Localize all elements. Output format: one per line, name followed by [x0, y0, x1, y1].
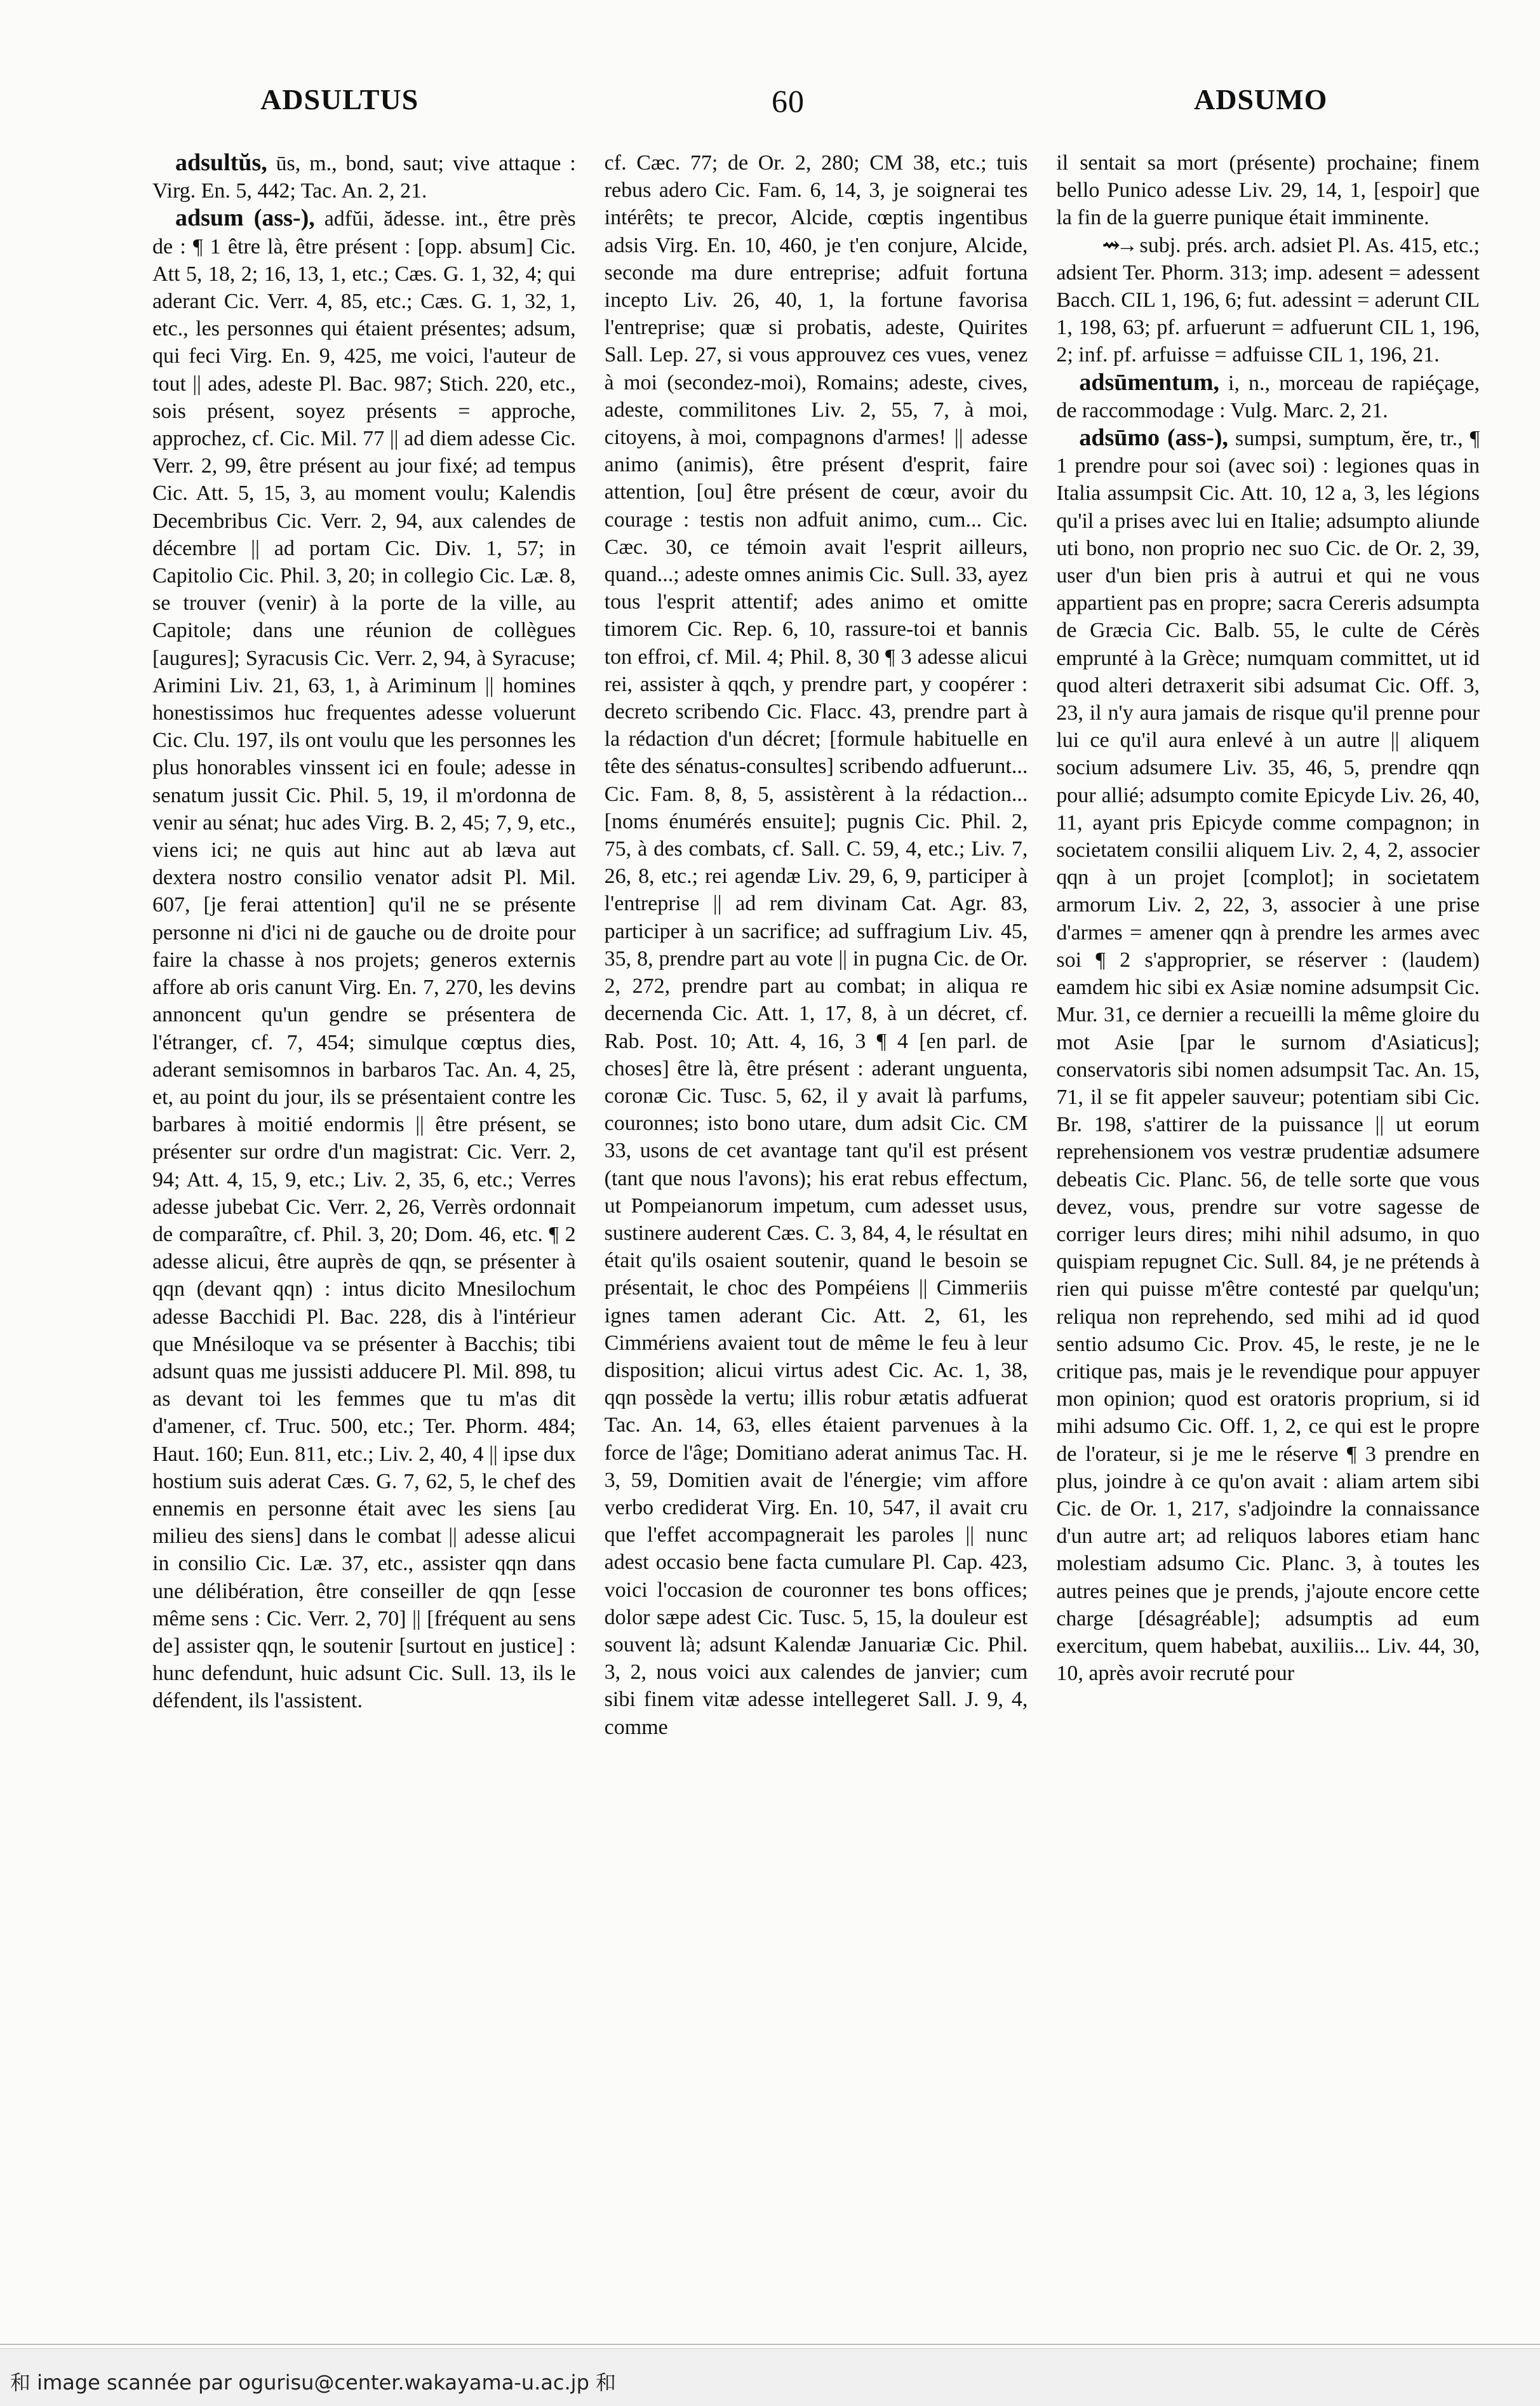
column-3: [1056, 149, 1480, 2309]
entry-adsum-continued: [605, 149, 1028, 1741]
page-header: [0, 83, 1540, 140]
entry-headword: adsum (ass-),: [175, 205, 315, 232]
entry-adsum-forms: [1056, 232, 1480, 369]
entry-text: i, n., morceau de rapiéçage, de raccommodage : Vulg. Marc. 2, 21.: [1056, 371, 1480, 422]
entry-adsum: [152, 205, 576, 1714]
column-2: [605, 149, 1028, 2309]
entry-text: il sentait sa mort (présente) prochaine; finem bello Punico adesse Liv. 29, 14, 1, [espoir] que la fin de la guerre punique était imminente.: [1056, 151, 1480, 230]
running-head-right: ADSUMO: [1194, 83, 1328, 116]
entry-adsum-end: [1056, 149, 1480, 232]
entry-text: sumpsi, sumptum, ĕre, tr., ¶ 1 prendre pour soi (avec soi) : legiones quas in Italia assumpsit Cic. Att. 10, 12 a, 3, les légions qu'il a prises avec lui en Italie; adsumpto aliunde uti bono, non proprio nec suo Cic. de Or. 2, 39, user d'un bien pris à autrui et qui ne vous appartient pas en propre; sacra Cereris adsumpta de Græcia Cic. Balb. 55, le culte de Cérès emprunté à la Grèce; numquam committet, ut id quod alteri detraxerit sibi adsumat Cic. Off. 3, 23, il n'y aura jamais de risque qu'il prenne pour lui ce qu'il aura enlevé à un autre || aliquem socium adsumere Liv. 35, 46, 5, prendre qqn pour allié; adsumpto comite Epicyde Liv. 26, 40, 11, ayant pris Epicyde comme compagnon; in societatem consilii aliquem Liv. 2, 4, 2, associer qqn à un projet [complot]; in societatem armorum Liv. 2, 22, 3, associer à une prise d'armes = amener qqn à prendre les armes avec soi ¶ 2 s'approprier, se réserver : (laudem) eamdem hic sibi ex Asiæ nomine adsumpsit Cic. Mur. 31, ce dernier a recueilli la même gloire du mot Asie [par le surnom d'Asiaticus]; conservatoris sibi nomen adsumpsit Tac. An. 15, 71, il se fit appeler sauveur; potentiam sibi Cic. Br. 198, s'attirer de la puissance || ut eorum reprehensionem vos vestræ prudentiæ adsumere debeatis Cic. Planc. 56, de telle sorte que vous devez, vous, prendre sur votre sagesse de corriger leurs dires; mihi nihil adsumo, in quo quispiam repugnet Cic. Sull. 84, je ne prétends à rien qui puisse m'être contesté par quelqu'un; reliqua non reprehendo, sed mihi ad id quod sentio adsumo Cic. Prov. 45, le reste, je ne le critique pas, mais je le revendique pour appuyer mon opinion; quod est oratoris proprium, si id mihi adsumo Cic. Off. 1, 2, ce qui est le propre de l'orateur, si je me le réserve ¶ 3 prendre en plus, joindre à ce qu'on avait : aliam artem sibi Cic. de Or. 1, 217, s'adjoindre la connaissance d'un autre art; ad reliquos labores etiam hanc molestiam adsumo Cic. Planc. 3, à toutes les autres peines que je prends, j'ajoute encore cette charge [désagréable]; adsumptis ad eum exercitum, quem habebat, auxiliis... Liv. 44, 30, 10, après avoir recruté pour: [1056, 427, 1480, 1686]
entry-adsumentum: [1056, 369, 1480, 424]
footer-divider: [0, 2344, 1540, 2345]
entry-headword: adsūmo (ass-),: [1079, 424, 1229, 452]
entry-text: subj. prés. arch. adsiet Pl. As. 415, etc.; adsient Ter. Phorm. 313; imp. adesent = adessent Bacch. CIL 1, 196, 6; fut. adessint = aderunt CIL 1, 198, 63; pf. arfuerunt = adfuerunt CIL 1, 196, 2; inf. pf. arfuisse = adfuisse CIL 1, 196, 21.: [1056, 233, 1480, 367]
entry-text: ūs, m., bond, saut; vive attaque : Virg. En. 5, 442; Tac. An. 2, 21.: [152, 152, 576, 203]
arrow-icon: ⇝→: [1102, 233, 1134, 257]
entry-adsumo: [1056, 424, 1480, 1687]
entry-adsultus: [152, 149, 576, 205]
dictionary-columns: [152, 149, 1480, 2309]
entry-headword: adsūmentum,: [1079, 368, 1219, 396]
entry-headword: adsultŭs,: [175, 149, 267, 176]
entry-text: cf. Cæc. 77; de Or. 2, 280; CM 38, etc.; tuis rebus adero Cic. Fam. 6, 14, 3, je soignerai tes intérêts; te precor, Alcide, cœptis ingentibus adsis Virg. En. 10, 460, je t'en conjure, Alcide, seconde ma dure entreprise; adfuit fortuna incepto Liv. 26, 40, 1, la fortune favorisa l'entreprise; quæ si probatis, adeste, Quirites Sall. Lep. 27, si vous approuvez ces vues, venez à moi (secondez-moi), Romains; adeste, cives, adeste, commilitones Liv. 2, 55, 7, à moi, citoyens, à moi, compagnons d'armes! || adesse animo (animis), être présent d'esprit, faire attention, [ou] être présent de cœur, avoir du courage : testis non adfuit animo, cum... Cic. Cæc. 30, ce témoin avait l'esprit ailleurs, quand...; adeste omnes animis Cic. Sull. 33, ayez tous l'esprit attentif; ades animo et omitte timorem Cic. Rep. 6, 10, rassure-toi et bannis ton effroi, cf. Mil. 4; Phil. 8, 30 ¶ 3 adesse alicui rei, assister à qqch, y prendre part, y coopérer : decreto scribendo Cic. Flacc. 43, prendre part à la rédaction d'un décret; [formule habituelle en tête des sénatus-consultes] scribendo adfuerunt... Cic. Fam. 8, 8, 5, assistèrent à la rédaction... [noms énumérés ensuite]; pugnis Cic. Phil. 2, 75, à des combats, cf. Sall. C. 59, 4, etc.; Liv. 7, 26, 8, etc.; rei agendæ Liv. 29, 6, 9, participer à l'entreprise || ad rem divinam Cat. Agr. 83, participer à un sacrifice; ad suffragium Liv. 45, 35, 8, prendre part au vote || in pugna Cic. de Or. 2, 272, prendre part au combat; in aliqua re decernenda Cic. Att. 1, 17, 8, à un décret, cf. Rab. Post. 10; Att. 4, 16, 3 ¶ 4 [en parl. de choses] être là, être présent : aderant unguenta, coronæ Cic. Tusc. 5, 62, il y avait là parfums, couronnes; isto bono utare, dum adsit Cic. CM 33, usons de cet avantage tant qu'il est présent (tant que nous l'avons); his erat rebus effectum, ut Pompeianorum impetum, cum adesset usus, sustinere auderent Cæs. C. 3, 84, 4, le résultat en était qu'ils osaient soutenir, quand le besoin se présentait, le choc des Pompéiens || Cimmeriis ignes tamen aderant Cic. Att. 2, 61, les Cimmériens avaient tout de même le feu à leur disposition; alicui virtus adest Cic. Ac. 1, 38, qqn possède la vertu; illis robur ætatis adfuerat Tac. An. 14, 63, elles étaient parvenues à la force de l'âge; Domitiano aderat animus Tac. H. 3, 59, Domitien avait de l'énergie; vim affore verbo crediderat Virg. En. 10, 547, il avait cru que l'effet accompagnerait les paroles || nunc adest occasio bene facta cumulare Pl. Cap. 423, voici l'occasion de couronner tes bons offices; dolor sæpe adest Cic. Tusc. 5, 15, la douleur est souvent là; adsunt Kalendæ Januariæ Cic. Phil. 3, 2, nous voici aux calendes de janvier; cum sibi finem vitæ adesse intellegeret Sall. J. 9, 4, comme: [604, 151, 1028, 1739]
column-1: [152, 149, 576, 2309]
entry-text: adfŭi, ădesse. int., être près de : ¶ 1 être là, être présent : [opp. absum] Cic. Att 5, 18, 2; 16, 13, 1, etc.; Cæs. G. 1, 32, 4; qui aderant Cic. Verr. 4, 85, etc.; Cæs. G. 1, 32, 1, etc., les personnes qui étaient présentes; adsum, qui feci Virg. En. 9, 425, me voici, l'auteur de tout || ades, adeste Pl. Bac. 987; Stich. 220, etc., sois présent, soyez présents = approche, approchez, cf. Cic. Mil. 77 || ad diem adesse Cic. Verr. 2, 99, être présent au jour fixé; ad tempus Cic. Att. 5, 15, 3, au moment voulu; Kalendis Decembribus Cic. Verr. 2, 94, aux calendes de décembre || ad portam Cic. Div. 1, 57; in Capitolio Cic. Phil. 3, 20; in collegio Cic. Læ. 8, se trouver (venir) à la porte de la ville, au Capitole; dans une réunion de collègues [augures]; Syracusis Cic. Verr. 2, 94, à Syracuse; Arimini Liv. 21, 63, 1, à Ariminum || homines honestissimos huc frequentes adesse voluerunt Cic. Clu. 197, ils ont voulu que les personnes les plus honorables vinssent ici en foule; adesse in senatum jussit Cic. Phil. 5, 19, il m'ordonna de venir au sénat; huc ades Virg. B. 2, 45; 7, 9, etc., viens ici; ne quis aut hinc aut ab læva aut dextera nostro consilio venator adsit Pl. Mil. 607, [je ferai attention] qu'il ne se présente personne ni d'ici ni de gauche ou de droite pour faire la chasse à nos projets; generos externis affore ab oris canunt Virg. En. 7, 270, les devins annoncent qu'un gendre se présentera de l'étranger, cf. 7, 454; simulque cœptus dies, aderant semisomnos in barbaros Tac. An. 4, 25, et, au point du jour, ils se présentaient contre les barbares à moitié endormis || être présent, se présenter sur ordre d'un magistrat: Cic. Verr. 2, 94; Att. 4, 15, 9, etc.; Liv. 2, 35, 6, etc.; Verres adesse jubebat Cic. Verr. 2, 26, Verrès ordonnait de comparaître, cf. Phil. 3, 20; Dom. 46, etc. ¶ 2 adesse alicui, être auprès de qqn, se présenter à qqn (devant qqn) : intus dicito Mnesilochum adesse Bacchidi Pl. Bac. 228, dis à l'intérieur que Mnésiloque va se présenter à Bacchis; tibi adsunt quas me jussisti adducere Pl. Mil. 898, tu as devant toi les femmes que tu m'as dit d'amener, cf. Truc. 500, etc.; Ter. Phorm. 484; Haut. 160; Eun. 811, etc.; Liv. 2, 40, 4 || ipse dux hostium suis aderat Cæs. G. 7, 62, 5, le chef des ennemis en personne était avec les siens [au milieu des siens] dans le combat || adesse alicui in consilio Cic. Læ. 37, etc., assister qqn dans une délibération, être conseiller de qqn [esse même sens : Cic. Verr. 2, 70] || [fréquent au sens de] assister qqn, le soutenir [surtout en justice] : hunc defendunt, huic adsunt Cic. Sull. 13, ils le défendent, ils l'assistent.: [152, 207, 576, 1713]
scan-credit: 和 image scannée par ogurisu@center.wakayama-u.ac.jp 和: [10, 2370, 617, 2395]
page-number: 60: [772, 83, 805, 119]
running-head-left: ADSULTUS: [260, 83, 419, 116]
scan-footer: [0, 2348, 1540, 2406]
